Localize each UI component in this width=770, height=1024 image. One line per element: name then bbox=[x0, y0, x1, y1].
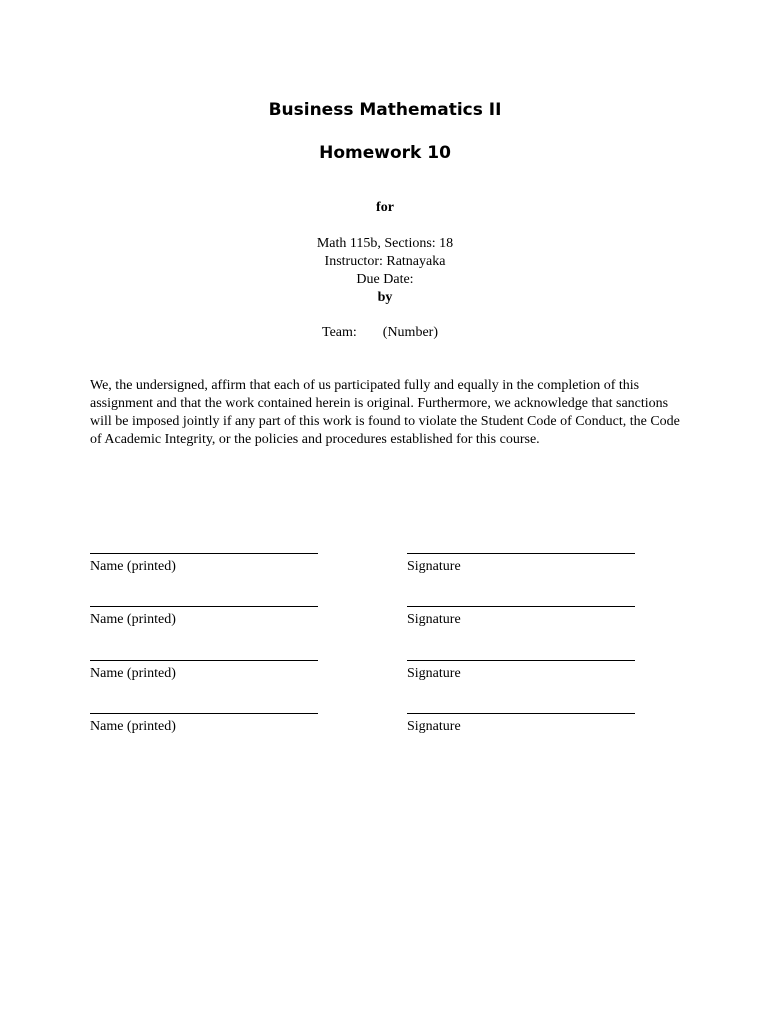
signature-block-4 bbox=[407, 700, 635, 736]
name-printed-label: Name (printed) bbox=[90, 612, 176, 627]
team-label: Team: bbox=[322, 325, 357, 340]
for-label: for bbox=[376, 200, 394, 215]
signature-block-2 bbox=[407, 593, 635, 629]
name-printed-block-4 bbox=[90, 700, 318, 736]
name-line bbox=[90, 660, 318, 661]
team-number: (Number) bbox=[382, 325, 438, 340]
name-line bbox=[90, 606, 318, 607]
name-line bbox=[90, 553, 318, 554]
signature-label: Signature bbox=[407, 719, 461, 734]
homework-number: Homework 10 bbox=[319, 143, 451, 163]
signature-label: Signature bbox=[407, 612, 461, 627]
signature-line bbox=[407, 660, 635, 661]
team-line bbox=[322, 324, 438, 342]
instructor-info: Instructor: Ratnayaka bbox=[324, 254, 446, 269]
name-printed-block-2 bbox=[90, 593, 318, 629]
by-label: by bbox=[377, 290, 393, 305]
document-title: Business Mathematics II bbox=[268, 100, 502, 120]
signature-line bbox=[407, 553, 635, 554]
signature-label: Signature bbox=[407, 666, 461, 681]
course-info: Math 115b, Sections: 18 bbox=[316, 236, 454, 251]
name-printed-block-1 bbox=[90, 540, 318, 576]
name-printed-label: Name (printed) bbox=[90, 719, 176, 734]
name-printed-label: Name (printed) bbox=[90, 666, 176, 681]
signature-line bbox=[407, 713, 635, 714]
signature-block-3 bbox=[407, 647, 635, 683]
signature-label: Signature bbox=[407, 559, 461, 574]
due-date: Due Date: bbox=[356, 272, 414, 287]
name-line bbox=[90, 713, 318, 714]
signature-line bbox=[407, 606, 635, 607]
signature-block-1 bbox=[407, 540, 635, 576]
name-printed-block-3 bbox=[90, 647, 318, 683]
name-printed-label: Name (printed) bbox=[90, 559, 176, 574]
affirmation-statement: We, the undersigned, affirm that each of us participated fully and equally in the completion of this assignment and that the work contained herein is original. Furthermore, we acknowledge that sanctions will be imposed jointly if any part of this work is found to violate the Student Code of Conduct, the Code of Academic Integrity, or the policies and procedures established for this course. bbox=[90, 378, 680, 447]
